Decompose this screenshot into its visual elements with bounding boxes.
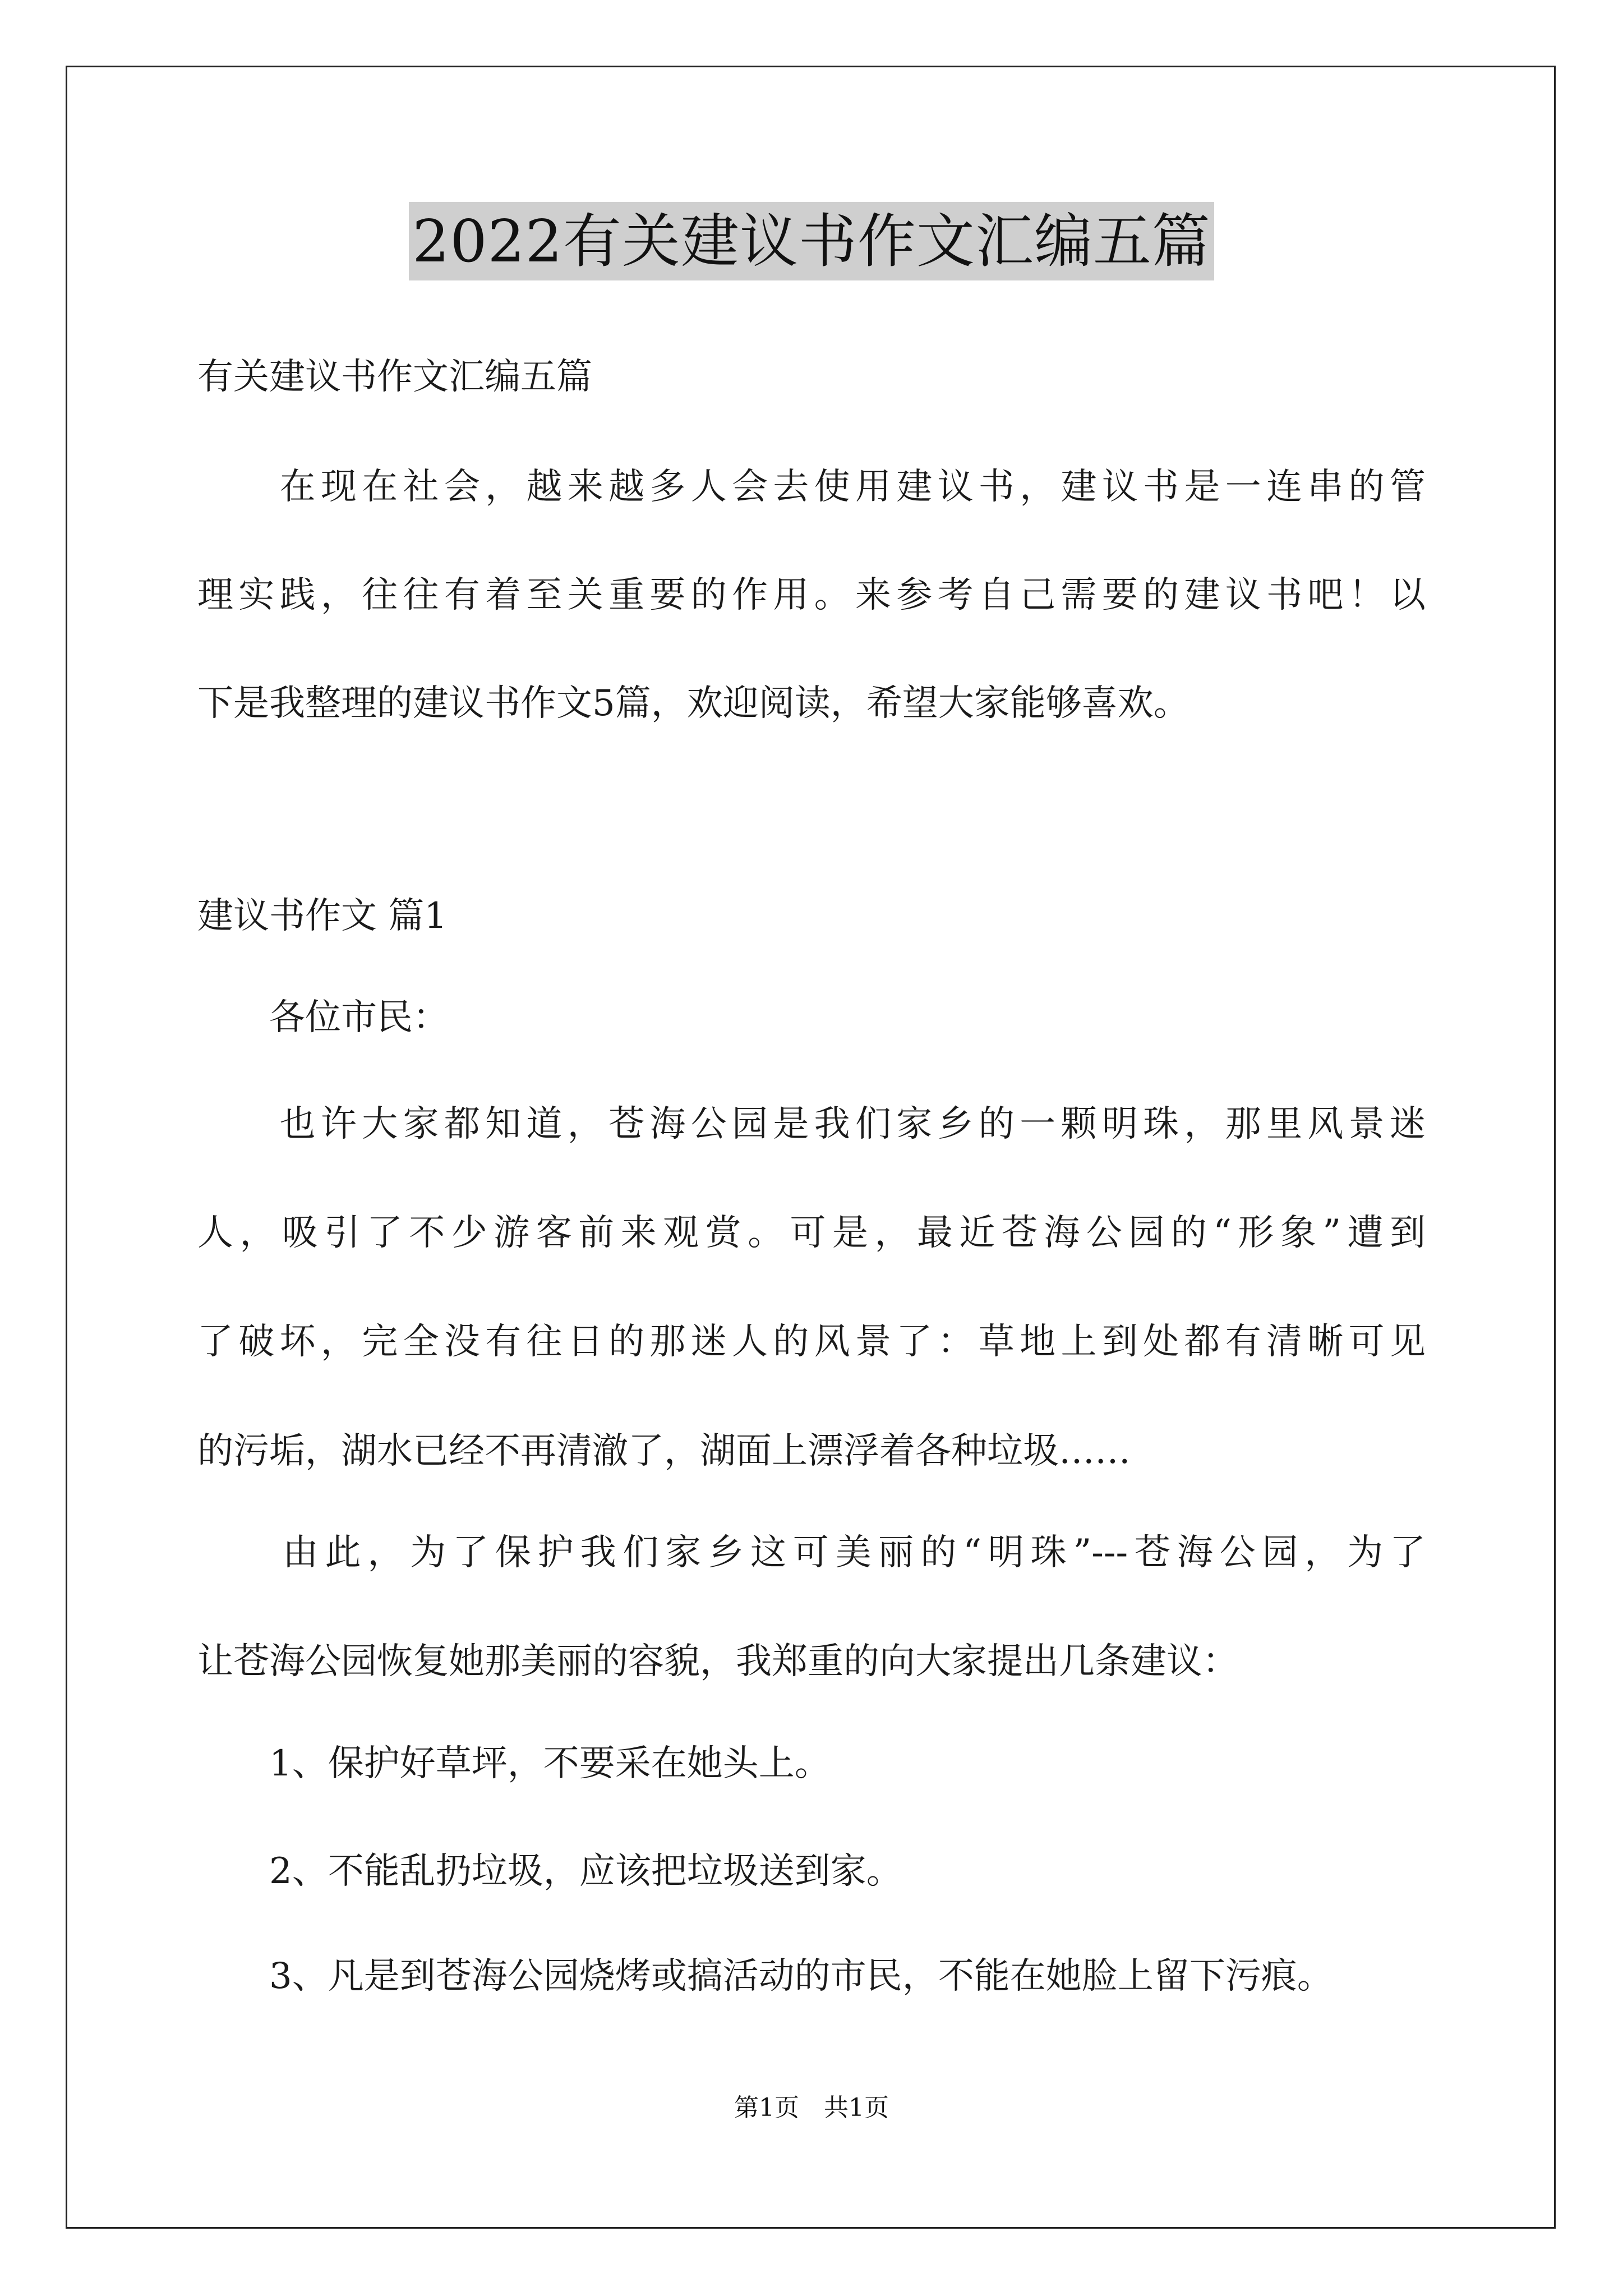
list-item: 2、不能乱扔垃圾，应该把垃圾送到家。 (197, 1851, 902, 1892)
document-title: 2022有关建议书作文汇编五篇 (409, 202, 1214, 280)
list-item: 3、凡是到苍海公园烧烤或搞活动的市民，不能在她脸上留下污痕。 (197, 1955, 1333, 1997)
body-line: 也许大家都知道，苍海公园是我们家乡的一颗明珠，那里风景迷 (197, 1103, 1426, 1145)
intro-line: 理实践，往往有着至关重要的作用。来参考自己需要的建议书吧！以 (197, 574, 1426, 616)
intro-line: 下是我整理的建议书作文5篇，欢迎阅读，希望大家能够喜欢。 (197, 683, 1189, 724)
section-heading: 建议书作文 篇1 (197, 895, 448, 937)
page-footer: 第1页 共1页 (734, 2093, 889, 2122)
list-item: 1、保护好草坪，不要采在她头上。 (197, 1743, 831, 1784)
document-subtitle: 有关建议书作文汇编五篇 (197, 356, 592, 398)
body-line: 人，吸引了不少游客前来观赏。可是，最近苍海公园的“形象”遭到 (197, 1212, 1426, 1254)
salutation: 各位市民： (197, 997, 449, 1038)
body-line: 让苍海公园恢复她那美丽的容貌，我郑重的向大家提出几条建议： (197, 1641, 1238, 1682)
title-container (0, 202, 1623, 280)
body-line: 由此，为了保护我们家乡这可美丽的“明珠”---苍海公园，为了 (197, 1532, 1426, 1573)
body-line: 的污垢，湖水已经不再清澈了，湖面上漂浮着各种垃圾…… (197, 1430, 1131, 1472)
intro-line: 在现在社会，越来越多人会去使用建议书，建议书是一连串的管 (197, 466, 1426, 508)
body-line: 了破坏，完全没有往日的那迷人的风景了：草地上到处都有清晰可见 (197, 1321, 1426, 1363)
